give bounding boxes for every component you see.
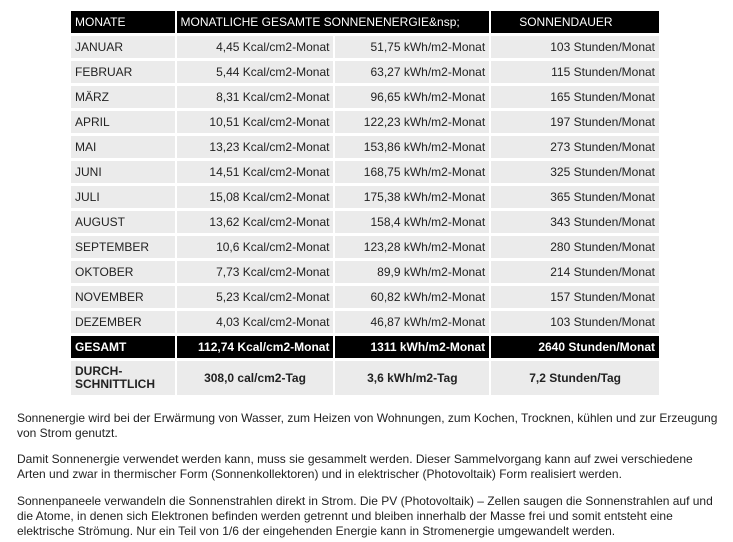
table-row — [71, 61, 659, 83]
average-hours: 7,2 Stunden/Tag — [491, 361, 659, 395]
cell-hours: 325 Stunden/Monat — [491, 161, 659, 183]
cell-month: MAI — [71, 136, 175, 158]
cell-kcal: 14,51 Kcal/cm2-Monat — [177, 161, 334, 183]
cell-hours: 197 Stunden/Monat — [491, 111, 659, 133]
cell-hours: 273 Stunden/Monat — [491, 136, 659, 158]
cell-hours: 103 Stunden/Monat — [491, 36, 659, 58]
cell-month: SEPTEMBER — [71, 236, 175, 258]
total-kcal: 112,74 Kcal/cm2-Monat — [177, 336, 334, 358]
average-label-line2: SCHNITTLICH — [75, 377, 155, 391]
total-hours: 2640 Stunden/Monat — [491, 336, 659, 358]
cell-kcal: 5,44 Kcal/cm2-Monat — [177, 61, 334, 83]
paragraph-2: Damit Sonnenergie verwendet werden kann, muss sie gesammelt werden. Dieser Sammelvorgang kann auf zwei verschiedene Arten und zwar in thermischer Form (Sonnenkollektoren) und in elektrischer (Photovoltaik) Form realisiert werden. — [17, 452, 693, 481]
cell-hours: 343 Stunden/Monat — [491, 211, 659, 233]
cell-kcal: 15,08 Kcal/cm2-Monat — [177, 186, 334, 208]
cell-kwh: 96,65 kWh/m2-Monat — [335, 86, 489, 108]
cell-month: MÄRZ — [71, 86, 175, 108]
table-row — [71, 286, 659, 308]
table-row — [71, 261, 659, 283]
cell-kwh: 89,9 kWh/m2-Monat — [335, 261, 489, 283]
cell-kcal: 10,6 Kcal/cm2-Monat — [177, 236, 334, 258]
cell-kcal: 10,51 Kcal/cm2-Monat — [177, 111, 334, 133]
cell-kcal: 7,73 Kcal/cm2-Monat — [177, 261, 334, 283]
average-kwh: 3,6 kWh/m2-Tag — [335, 361, 489, 395]
cell-kcal: 5,23 Kcal/cm2-Monat — [177, 286, 334, 308]
cell-month: JUNI — [71, 161, 175, 183]
header-sonnendauer: SONNENDAUER — [491, 11, 659, 33]
cell-kwh: 175,38 kWh/m2-Monat — [335, 186, 489, 208]
solar-energy-table — [69, 8, 661, 398]
cell-kwh: 46,87 kWh/m2-Monat — [335, 311, 489, 333]
table-row — [71, 36, 659, 58]
average-label-line1: DURCH- — [75, 364, 123, 378]
table-row — [71, 86, 659, 108]
cell-kcal: 8,31 Kcal/cm2-Monat — [177, 86, 334, 108]
cell-month: JULI — [71, 186, 175, 208]
table-row — [71, 111, 659, 133]
cell-month: JANUAR — [71, 36, 175, 58]
cell-month: APRIL — [71, 111, 175, 133]
table-row — [71, 136, 659, 158]
cell-hours: 157 Stunden/Monat — [491, 286, 659, 308]
header-sonnenenergie: MONATLICHE GESAMTE SONNENENERGIE&nsp; — [177, 11, 490, 33]
cell-kcal: 4,03 Kcal/cm2-Monat — [177, 311, 334, 333]
table-row — [71, 211, 659, 233]
cell-kwh: 63,27 kWh/m2-Monat — [335, 61, 489, 83]
cell-kwh: 51,75 kWh/m2-Monat — [335, 36, 489, 58]
cell-hours: 115 Stunden/Monat — [491, 61, 659, 83]
average-label — [71, 361, 175, 395]
cell-hours: 165 Stunden/Monat — [491, 86, 659, 108]
total-row — [71, 336, 659, 358]
average-row — [71, 361, 659, 395]
table-row — [71, 186, 659, 208]
table-row — [71, 311, 659, 333]
cell-month: AUGUST — [71, 211, 175, 233]
cell-hours: 214 Stunden/Monat — [491, 261, 659, 283]
cell-month: OKTOBER — [71, 261, 175, 283]
cell-kwh: 158,4 kWh/m2-Monat — [335, 211, 489, 233]
cell-kwh: 122,23 kWh/m2-Monat — [335, 111, 489, 133]
paragraph-1: Sonnenergie wird bei der Erwärmung von Wasser, zum Heizen von Wohnungen, zum Kochen, Trocknen, kühlen und zur Erzeugung von Strom genutzt. — [17, 411, 718, 440]
cell-kcal: 13,23 Kcal/cm2-Monat — [177, 136, 334, 158]
cell-kwh: 60,82 kWh/m2-Monat — [335, 286, 489, 308]
table-header-row — [71, 11, 659, 33]
total-kwh: 1311 kWh/m2-Monat — [335, 336, 489, 358]
table-body — [71, 11, 659, 395]
cell-kwh: 153,86 kWh/m2-Monat — [335, 136, 489, 158]
cell-month: FEBRUAR — [71, 61, 175, 83]
cell-month: DEZEMBER — [71, 311, 175, 333]
cell-hours: 103 Stunden/Monat — [491, 311, 659, 333]
cell-kcal: 13,62 Kcal/cm2-Monat — [177, 211, 334, 233]
cell-month: NOVEMBER — [71, 286, 175, 308]
cell-kwh: 123,28 kWh/m2-Monat — [335, 236, 489, 258]
total-label: GESAMT — [71, 336, 175, 358]
header-monate: MONATE — [71, 11, 175, 33]
table-row — [71, 161, 659, 183]
table-row — [71, 236, 659, 258]
cell-kwh: 168,75 kWh/m2-Monat — [335, 161, 489, 183]
cell-hours: 365 Stunden/Monat — [491, 186, 659, 208]
paragraph-3: Sonnenpaneele verwandeln die Sonnenstrahlen direkt in Strom. Die PV (Photovoltaik) – Zellen saugen die Sonnenstrahlen auf und die Atome, in denen sich Elektronen befinden werden getrennt und bleiben innerhalb der Masse frei und somit entsteht eine elektrische Strömung. Nur ein Teil von 1/6 der eingehenden Energie kann in Stromenergie umgewandelt werden. — [17, 494, 713, 538]
cell-hours: 280 Stunden/Monat — [491, 236, 659, 258]
cell-kcal: 4,45 Kcal/cm2-Monat — [177, 36, 334, 58]
average-cal: 308,0 cal/cm2-Tag — [177, 361, 334, 395]
